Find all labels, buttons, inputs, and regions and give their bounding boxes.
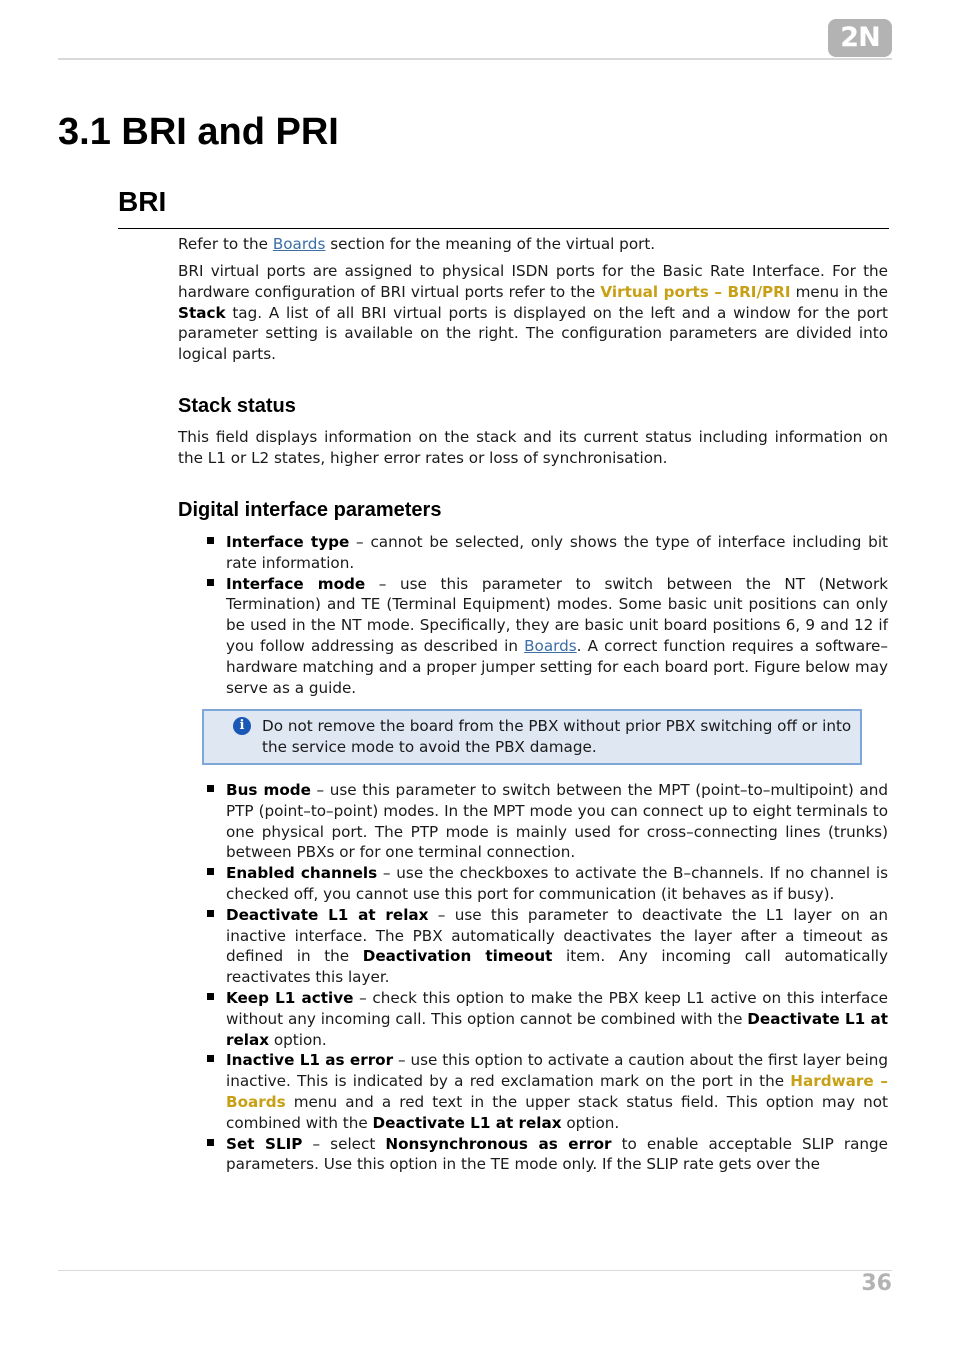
stack-status-text: This field displays information on the stack and its current status including information on the L1 or L2 states, higher error rates or loss of synchronisation. (178, 428, 888, 467)
boards-link[interactable]: Boards (272, 235, 326, 253)
section-heading: BRI (118, 186, 167, 217)
text: – use this parameter to switch between the MPT (point–to–multipoint) and PTP (point–to–point) modes. In the MPT mode you can connect up to eight terminals to one physical port. The PTP mode is mainly used for cross–connecting lines (trunks) between PBXs or for one terminal connection. (226, 781, 888, 862)
list-item (226, 532, 888, 574)
term: Deactivate L1 at relax (226, 905, 429, 924)
text: Refer to the (178, 235, 273, 253)
bold-term: Nonsynchronous as error (385, 1134, 612, 1153)
list-item (226, 905, 888, 988)
list-item (226, 574, 888, 699)
list-item (226, 863, 888, 905)
stack-status-heading: Stack status (178, 395, 296, 417)
text: section for the meaning of the virtual port. (325, 235, 656, 253)
term: Interface type (226, 533, 350, 551)
page-number: 36 (861, 1271, 892, 1296)
digital-interface-heading: Digital interface parameters (178, 499, 442, 521)
text: . A correct function requires a software–hardware matching and a proper jumper setting for each board port. Figure below may serve as a guide. (226, 636, 888, 697)
term: Enabled channels (226, 864, 378, 883)
text: – cannot be selected, only shows the type of interface including bit rate information. (226, 533, 888, 572)
brand-logo: 2N (828, 19, 892, 57)
bold-term: Deactivate L1 at relax (372, 1113, 562, 1132)
intro-paragraph-2 (178, 261, 888, 365)
text: to enable acceptable SLIP range parameters. Use this option in the TE mode only. If the SLIP rate gets over the (226, 1134, 888, 1174)
text: item. Any incoming call automatically reactivates this layer. (226, 947, 889, 987)
list-item (226, 1050, 888, 1133)
menu-reference: Virtual ports – BRI/PRI (600, 282, 791, 301)
menu-reference: Hardware – Boards (226, 1072, 888, 1111)
header-rule (58, 58, 892, 60)
text: – select (302, 1134, 386, 1153)
text: – use this parameter to switch between the NT (Network Termination) and TE (Terminal Equipment) modes. Some basic unit positions can only be used in the NT mode. Specifically, they are basic unit board positions 6, 9 and 12 if you follow addressing as described in (226, 574, 888, 655)
text: – use this parameter to deactivate the L1 layer on an inactive interface. The PBX automatically deactivates the layer after a timeout as defined in the (226, 905, 888, 966)
intro-paragraph-1 (178, 234, 888, 255)
text: – use this option to activate a caution about the first layer being inactive. This is indicated by a red exclamation mark on the port in the (226, 1051, 889, 1091)
list-item (226, 780, 888, 863)
text: – use the checkboxes to activate the B–channels. If no channel is checked off, you cannot use this port for communication (it behaves as if busy). (226, 864, 888, 903)
bold-term: Deactivate L1 at relax (226, 1009, 889, 1049)
info-icon: i (233, 717, 251, 735)
term: Interface mode (226, 574, 366, 593)
parameter-list-1 (226, 532, 888, 698)
bold-term: Stack (178, 303, 226, 322)
note-text: Do not remove the board from the PBX without prior PBX switching off or into the service mode to avoid the PBX damage. (262, 717, 852, 756)
term: Keep L1 active (226, 988, 354, 1007)
section-rule (118, 228, 889, 229)
list-item (226, 1134, 888, 1176)
boards-link[interactable]: Boards (524, 636, 577, 655)
footer-rule (58, 1270, 892, 1271)
term: Bus mode (226, 781, 311, 799)
parameter-list-2 (226, 780, 888, 1175)
text: BRI virtual ports are assigned to physical ISDN ports for the Basic Rate Interface. For the hardware configuration of BRI virtual ports refer to the (178, 262, 888, 301)
text: – check this option to make the PBX keep L1 active on this interface without any incoming call. This option cannot be combined with the (226, 988, 888, 1028)
text: menu and a red text in the upper stack status field. This option may not combined with the (226, 1092, 888, 1132)
info-note (202, 709, 862, 765)
list-item (226, 988, 888, 1050)
page-title: 3.1 BRI and PRI (58, 111, 339, 153)
term: Set SLIP (226, 1134, 303, 1153)
term: Inactive L1 as error (226, 1051, 394, 1070)
bold-term: Deactivation timeout (362, 947, 553, 966)
text: menu in the (790, 282, 888, 301)
text: option. (561, 1113, 620, 1132)
text: tag. A list of all BRI virtual ports is displayed on the left and a window for the port parameter setting is available on the right. The configuration parameters are divided into logical parts. (178, 303, 888, 364)
text: option. (269, 1030, 327, 1049)
